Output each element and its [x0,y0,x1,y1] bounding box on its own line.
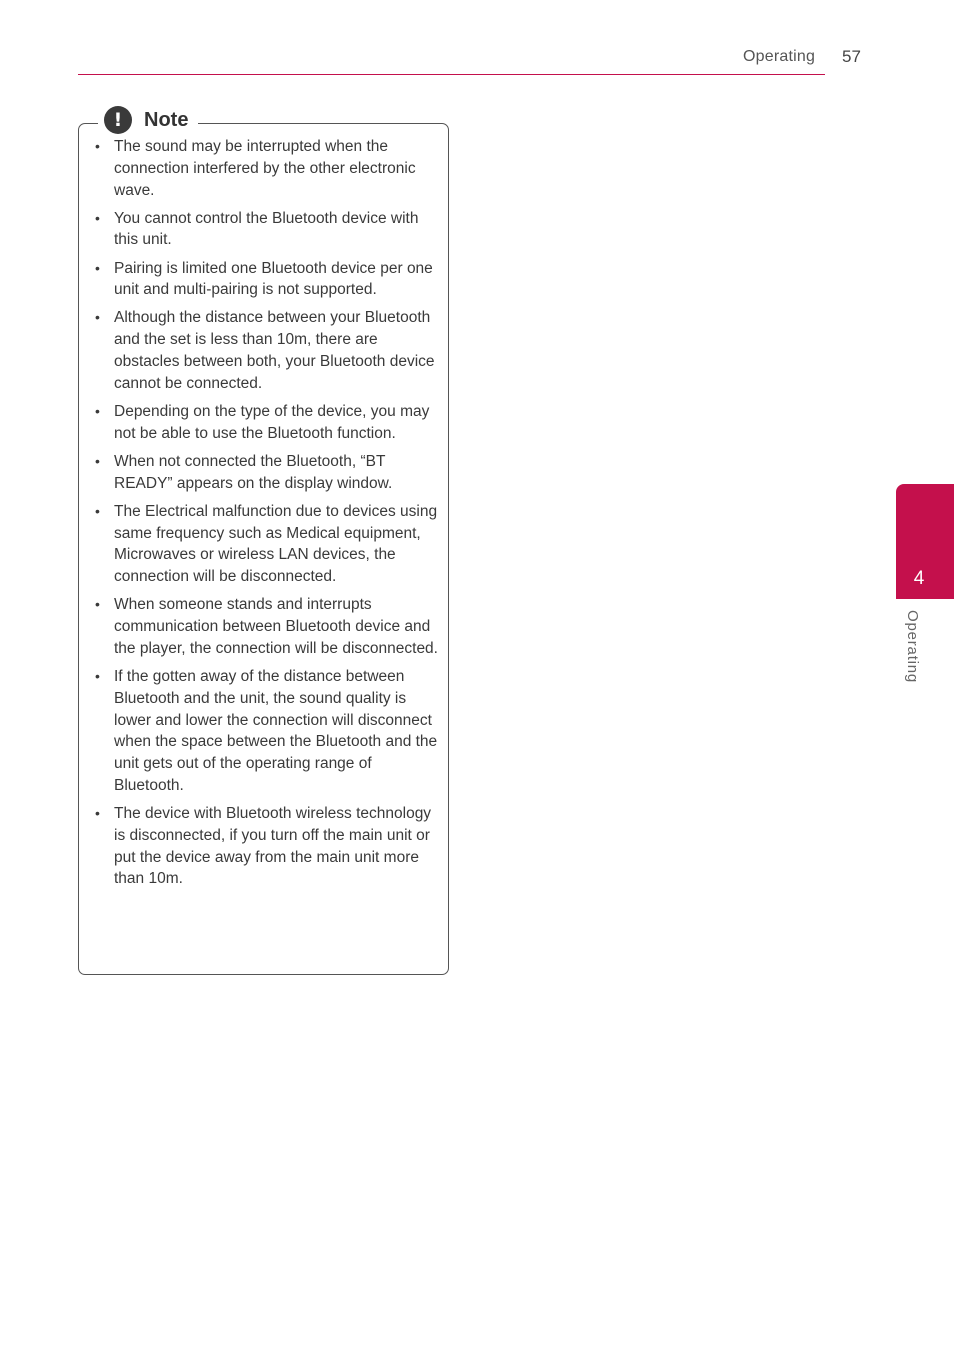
note-item [92,401,440,445]
note-item [92,136,440,201]
note-item-text: The device with Bluetooth wireless technology is disconnected, if you turn off the main unit or put the device away from the main unit more than 10m. [114,804,432,888]
note-item-text: Although the distance between your Bluetooth and the set is less than 10m, there are obstacles between both, your Bluetooth device cannot be connected. [114,309,435,392]
bullet: • [95,596,100,613]
note-item [92,803,440,890]
note-item-text: The Electrical malfunction due to devices using same frequency such as Medical equipment, Microwaves or wireless LAN devices, the connection will be disconnected. [114,502,438,586]
exclamation-icon: ! [104,106,132,134]
note-item [92,666,440,797]
page-number: 57 [842,47,861,66]
bullet: • [95,502,100,519]
note-item-text: You cannot control the Bluetooth device with this unit. [114,209,419,249]
note-title: Note [144,108,189,131]
bullet: • [95,452,100,469]
note-header [98,104,198,136]
bullet: • [95,138,100,154]
running-header-section: Operating [743,48,816,65]
note-item-text: The sound may be interrupted when the connection interfered by the other electronic wave. [114,138,416,199]
bullet: • [95,309,100,326]
bullet: • [95,259,100,276]
bullet: • [95,804,100,821]
chapter-number: 4 [913,568,925,589]
note-item-text: Pairing is limited one Bluetooth device per one unit and multi-pairing is not supported. [114,259,433,299]
bullet: • [95,209,100,226]
note-item [92,307,440,394]
header-rule [78,74,825,75]
note-item-text: Depending on the type of the device, you may not be able to use the Bluetooth function. [114,402,430,442]
bullet: • [95,667,100,684]
note-item [92,258,440,302]
note-item [92,501,440,588]
note-item-text: If the gotten away of the distance between Bluetooth and the unit, the sound quality is lower and lower the connection will disconnect when the space between the Bluetooth and the unit gets out of the operating range of Bluetooth. [114,667,438,794]
chapter-label: Operating [904,610,921,684]
note-list [92,136,440,896]
note-item-text: When someone stands and interrupts communication between Bluetooth device and the player, the connection will be disconnected. [114,596,438,657]
note-item [92,208,440,252]
note-item [92,594,440,659]
bullet: • [95,402,100,419]
note-item-text: When not connected the Bluetooth, “BT READY” appears on the display window. [114,452,393,492]
note-item [92,451,440,495]
